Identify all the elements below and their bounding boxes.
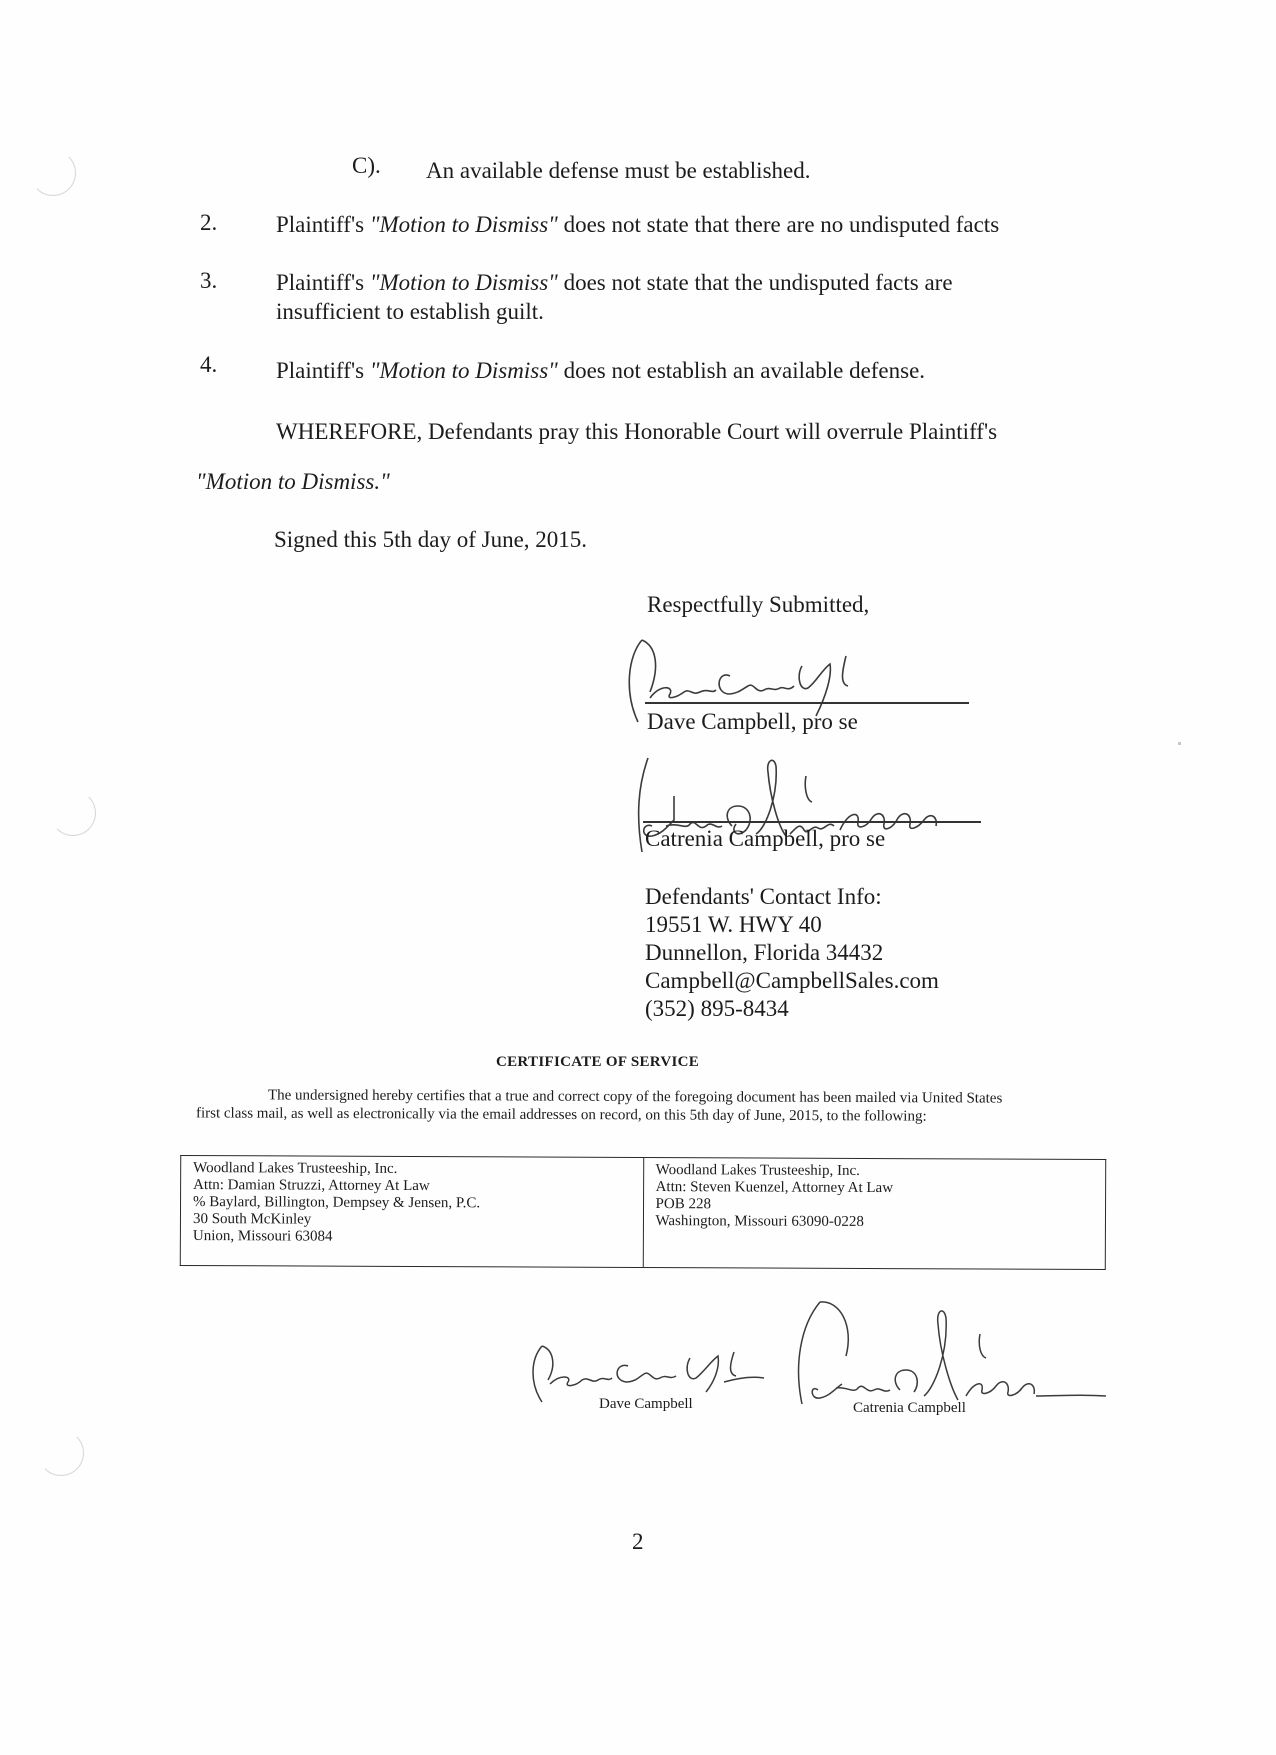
contact-phone: (352) 895-8434	[645, 996, 789, 1021]
item-4-rest: does not establish an available defense.	[557, 358, 926, 383]
scan-speck	[1178, 742, 1181, 745]
dave-signature-line	[645, 702, 969, 704]
certificate-text-line2: first class mail, as well as electronically via the email addresses on record, on this 5th day of June, 2015, to the following:	[195, 1105, 927, 1125]
punch-hole-bottom	[38, 1430, 84, 1476]
contact-address-line2: Dunnellon, Florida 34432	[645, 940, 884, 965]
item-4-lead: Plaintiff's	[276, 358, 370, 383]
certificate-title: CERTIFICATE OF SERVICE	[496, 1054, 700, 1070]
recipient-line: Woodland Lakes Trusteeship, Inc.	[655, 1162, 860, 1179]
item-3-number: 3.	[200, 268, 218, 293]
item-3-lead: Plaintiff's	[276, 270, 370, 295]
recipient-line: POB 228	[655, 1196, 712, 1213]
certificate-text-line1: The undersigned hereby certifies that a true and correct copy of the foregoing document has been mailed via United States	[267, 1087, 1003, 1107]
motion-title: "Motion to Dismiss"	[369, 358, 558, 383]
item-2-text	[276, 211, 999, 238]
recipient-cell	[643, 1158, 1106, 1270]
item-2-number: 2.	[200, 210, 218, 235]
dave-signature-name: Dave Campbell, pro se	[647, 709, 858, 734]
closing-respectfully: Respectfully Submitted,	[647, 592, 870, 617]
page-number: 2	[632, 1529, 644, 1554]
recipient-line: Attn: Steven Kuenzel, Attorney At Law	[655, 1179, 894, 1197]
catrenia-signature-small-name: Catrenia Campbell	[853, 1400, 966, 1416]
catrenia-signature-line	[643, 821, 981, 823]
contact-address-line1: 19551 W. HWY 40	[645, 912, 822, 937]
recipient-line: Washington, Missouri 63090-0228	[655, 1213, 864, 1230]
item-3-rest: does not state that the undisputed facts are	[557, 270, 953, 295]
item-3-text-line2: insufficient to establish guilt.	[276, 299, 544, 324]
catrenia-signature-name: Catrenia Campbell, pro se	[645, 826, 886, 851]
recipient-cell	[180, 1155, 643, 1267]
recipient-line: Union, Missouri 63084	[192, 1228, 333, 1245]
item-2-rest: does not state that there are no undisputed facts	[557, 212, 1000, 237]
item-3-text	[276, 269, 953, 296]
contact-email: Campbell@CampbellSales.com	[645, 968, 939, 993]
motion-title: "Motion to Dismiss"	[369, 270, 558, 295]
contact-heading: Defendants' Contact Info:	[645, 884, 882, 909]
recipient-line: 30 South McKinley	[192, 1211, 312, 1228]
recipient-line: Attn: Damian Struzzi, Attorney At Law	[193, 1177, 430, 1195]
punch-hole-top	[30, 150, 76, 196]
catrenia-signature-small	[780, 1296, 1110, 1416]
signed-date-line: Signed this 5th day of June, 2015.	[274, 527, 588, 552]
recipient-line: Woodland Lakes Trusteeship, Inc.	[193, 1160, 398, 1177]
item-c-marker: C).	[352, 153, 381, 178]
motion-title: "Motion to Dismiss"	[369, 212, 558, 237]
item-c-text: An available defense must be established.	[426, 158, 811, 183]
item-4-number: 4.	[200, 352, 218, 377]
wherefore-line1: WHEREFORE, Defendants pray this Honorable Court will overrule Plaintiff's	[276, 419, 998, 444]
punch-hole-middle	[50, 790, 96, 836]
recipient-line: % Baylard, Billington, Dempsey & Jensen, P.C.	[193, 1194, 481, 1212]
wherefore-line2: "Motion to Dismiss."	[196, 469, 390, 494]
item-2-lead: Plaintiff's	[276, 212, 370, 237]
dave-signature-small-name: Dave Campbell	[599, 1396, 693, 1412]
service-recipients-table	[180, 1155, 1106, 1270]
item-4-text	[276, 357, 925, 384]
